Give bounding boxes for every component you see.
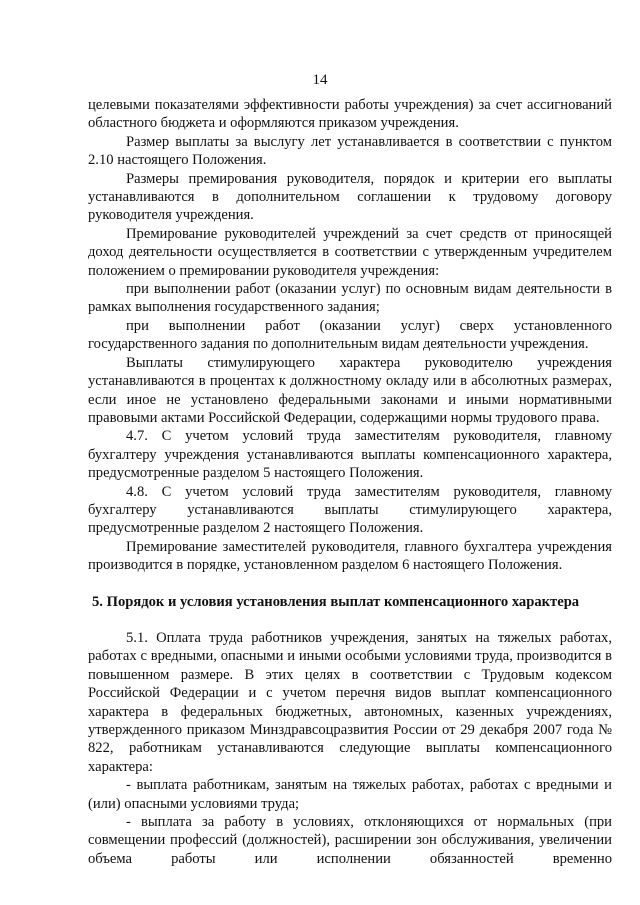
paragraph: Выплаты стимулирующего характера руководителю учреждения устанавливаются в процентах к должностному окладу или в абсолютных размерах, если иное не установлено федеральными законами и иными нормативными правовыми актами Российской Федерации, содержащими нормы трудового права.: [88, 354, 612, 426]
paragraph: Премирование руководителей учреждений за счет средств от приносящей доход деятельности осуществляется в соответствии с утвержденным учредителем положением о премировании руководителя учреждения:: [88, 225, 612, 279]
paragraph: - выплата работникам, занятым на тяжелых работах, работах с вредными и (или) опасными условиями труда;: [88, 777, 612, 812]
paragraph: Размер выплаты за выслугу лет устанавливается в соответствии с пунктом 2.10 настоящего Положения.: [88, 133, 612, 169]
paragraph: при выполнении работ (оказании услуг) сверх установленного государственного задания по дополнительным видам деятельности учреждения.: [88, 317, 612, 353]
paragraph: целевыми показателями эффективности работы учреждения) за счет ассигнований областного бюджета и оформляются приказом учреждения.: [88, 97, 612, 132]
paragraph: 4.7. С учетом условий труда заместителям руководителя, главному бухгалтеру учреждения устанавливаются выплаты компенсационного характера, предусмотренные разделом 5 настоящего Положения.: [88, 428, 612, 482]
section-heading: 5. Порядок и условия установления выплат компенсационного характера: [92, 593, 580, 610]
page-number: 14: [312, 72, 328, 88]
paragraph: - выплата за работу в условиях, отклоняющихся от нормальных (при совмещении профессий (должностей), расширении зон обслуживания, увеличении объема работы или исполнении обязанностей временно: [88, 814, 612, 867]
paragraph: 4.8. С учетом условий труда заместителям руководителя, главному бухгалтеру устанавливаются выплаты стимулирующего характера, предусмотренные разделом 2 настоящего Положения.: [88, 483, 612, 537]
paragraph: 5.1. Оплата труда работников учреждения, занятых на тяжелых работах, работах с вредными, опасными и иными особыми условиями труда, производится в повышенном размере. В этих целях в соответствии с Трудовым кодексом Российской Федерации и с учетом перечня видов выплат компенсационного характера в федеральных бюджетных, автономных, казенных учреждениях, утвержденного приказом Минздравсоцразвития России от 29 декабря 2007 года № 822, работникам устанавливаются следующие выплаты компенсационного характера:: [88, 629, 612, 775]
document-body: [88, 96, 612, 868]
paragraph: Премирование заместителей руководителя, главного бухгалтера учреждения производится в порядке, установленном разделом 6 настоящего Положения.: [88, 538, 612, 574]
paragraph: при выполнении работ (оказании услуг) по основным видам деятельности в рамках выполнения государственного задания;: [88, 281, 612, 316]
paragraph: Размеры премирования руководителя, порядок и критерии его выплаты устанавливаются в дополнительном соглашении к трудовому договору руководителя учреждения.: [88, 170, 612, 224]
